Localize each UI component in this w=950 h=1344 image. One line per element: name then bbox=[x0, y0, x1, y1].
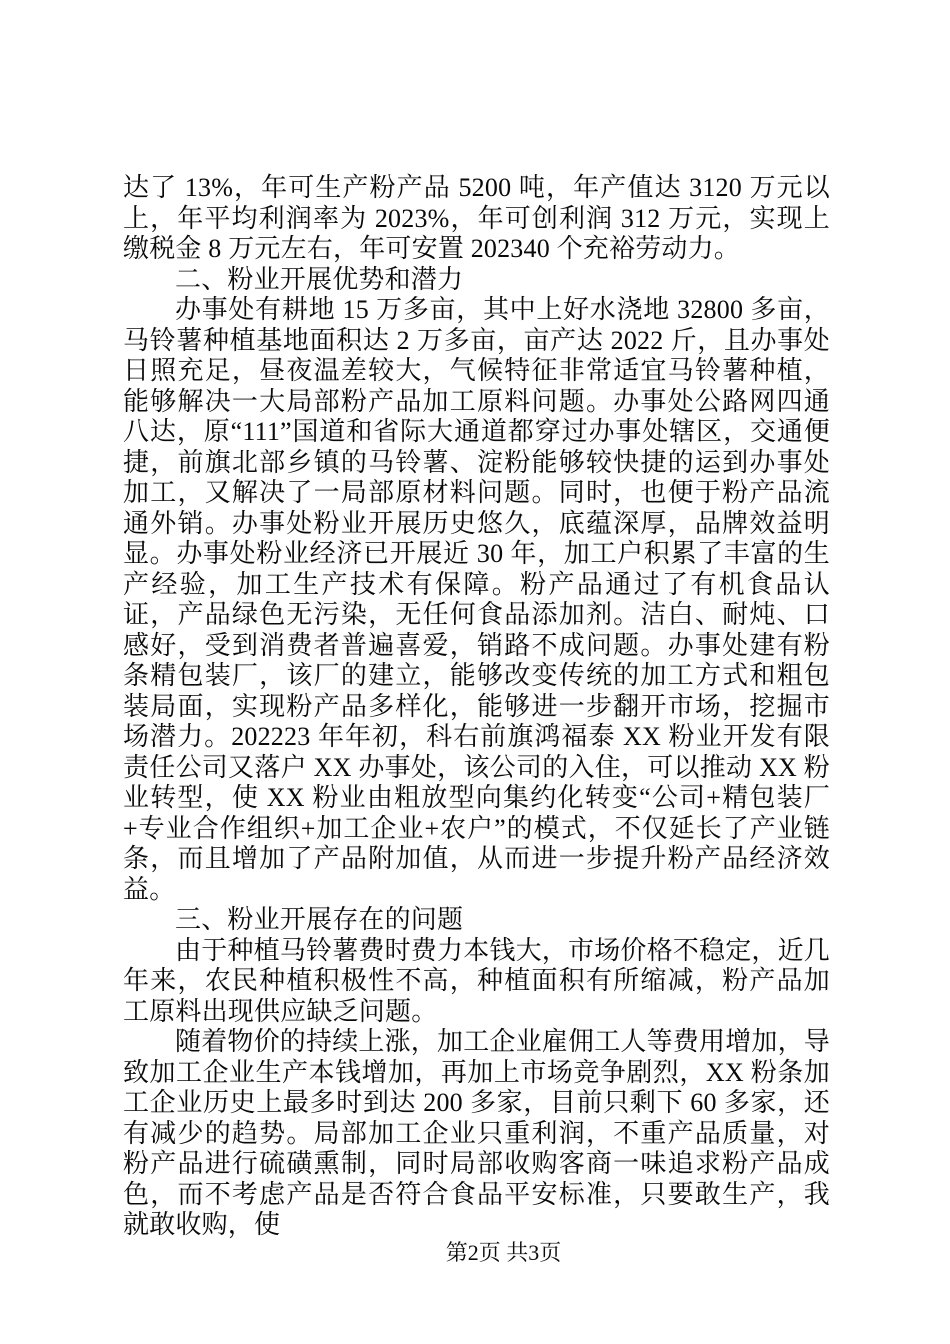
paragraph-problem-costs: 随着物价的持续上涨，加工企业雇佣工人等费用增加，导致加工企业生产本钱增加，再加上市场竞争剧烈，XX 粉条加工企业历史上最多时到达 200 多家，目前只剩下 60 多家，还有减少的趋势。局部加工企业只重利润，不重产品质量，对粉产品进行硫磺熏制，同时局部收购客商一味追求粉产品成色，而不考虑产品是否符合食品平安标准，只要敢生产，我就敢收购，使 bbox=[123, 1027, 831, 1239]
page-footer: 第2页 共3页 bbox=[445, 1240, 562, 1265]
paragraph-advantages: 办事处有耕地 15 万多亩，其中上好水浇地 32800 多亩，马铃薯种植基地面积达 2 万多亩，亩产达 2022 斤，且办事处日照充足，昼夜温差较大，气候特征非常适宜马铃薯种植，能够解决一大局部粉产品加工原料问题。办事处公路网四通八达，原“111”国道和省际大通道都穿过办事处辖区，交通便捷，前旗北部乡镇的马铃薯、淀粉能够较快捷的运到办事处加工，又解决了一局部原材料问题。同时，也便于粉产品流通外销。办事处粉业开展历史悠久，底蕴深厚，品牌效益明显。办事处粉业经济已开展近 30 年，加工户积累了丰富的生产经验，加工生产技术有保障。粉产品通过了有机食品认证，产品绿色无污染，无任何食品添加剂。洁白、耐炖、口感好，受到消费者普遍喜爱，销路不成问题。办事处建有粉条精包装厂，该厂的建立，能够改变传统的加工方式和粗包装局面，实现粉产品多样化，能够进一步翻开市场，挖掘市场潜力。202223 年年初，科右前旗鸿福泰 XX 粉业开发有限责任公司又落户 XX 办事处，该公司的入住，可以推动 XX 粉业转型，使 XX 粉业由粗放型向集约化转变“公司+精包装厂+专业合作组织+加工企业+农户”的模式，不仅延长了产业链条，而且增加了产品附加值，从而进一步提升粉产品经济效益。 bbox=[123, 295, 830, 904]
section-heading-3: 三、粉业开展存在的问题 bbox=[175, 905, 464, 934]
section-heading-2: 二、粉业开展优势和潜力 bbox=[175, 264, 464, 294]
paragraph-continuation: 达了 13%，年可生产粉产品 5200 吨，年产值达 3120 万元以上，年平均利润率为 2023%，年可创利润 312 万元，实现上缴税金 8 万元左右，年可安置 202340 个充裕劳动力。 bbox=[123, 173, 830, 263]
paragraph-problem-planting: 由于种植马铃薯费时费力本钱大，市场价格不稳定，近几年来，农民种植积极性不高，种植面积有所缩减，粉产品加工原料出现供应缺乏问题。 bbox=[123, 935, 831, 1026]
page-content bbox=[123, 173, 830, 1241]
